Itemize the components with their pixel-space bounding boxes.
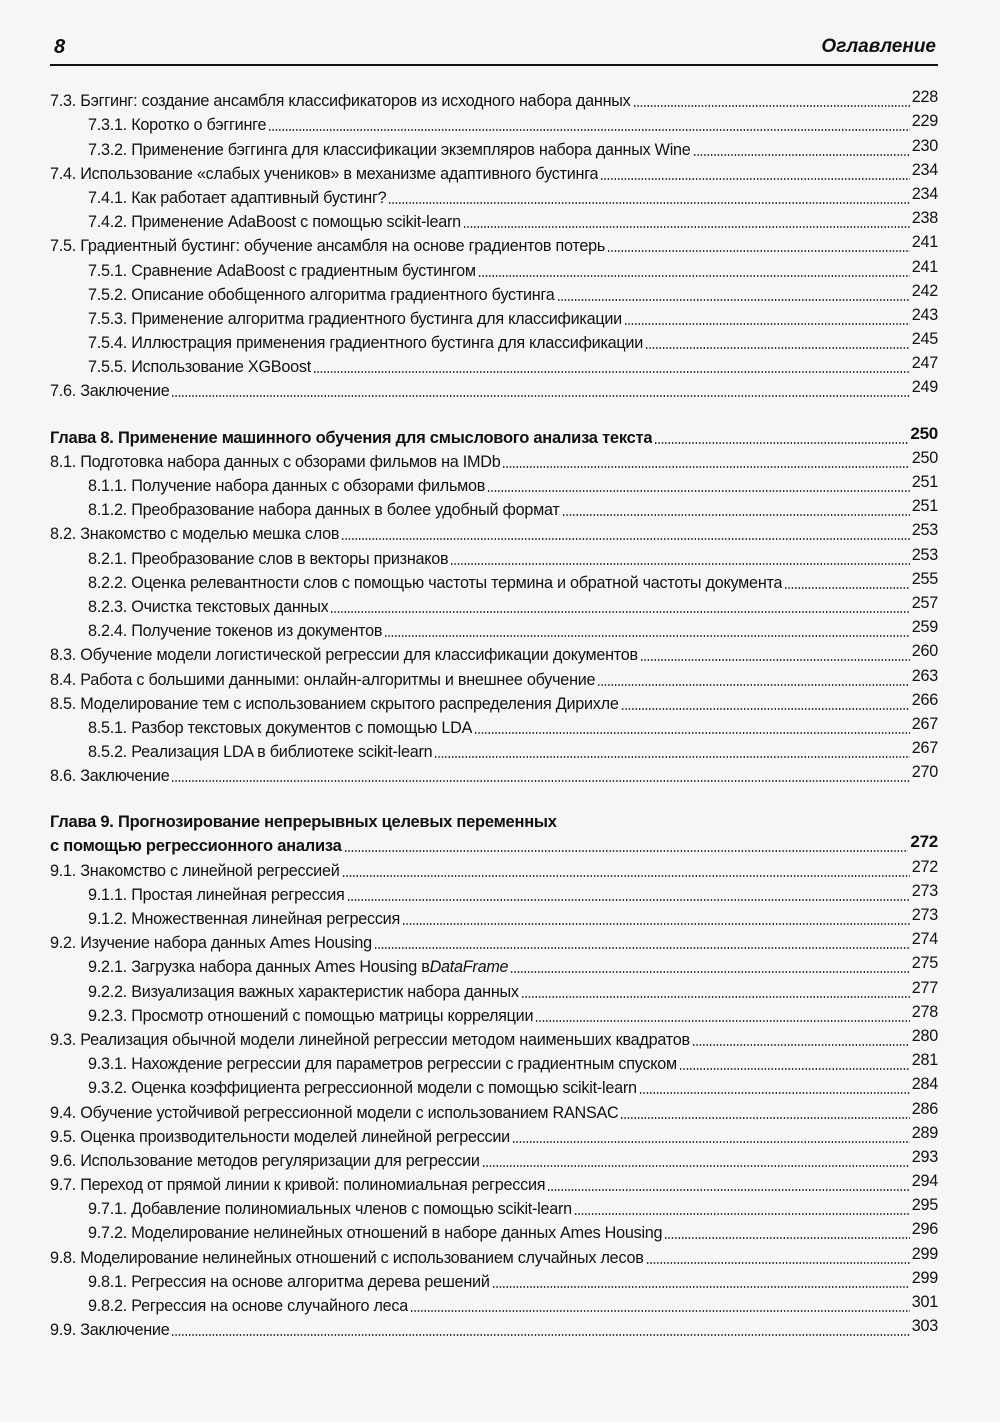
toc-entry-label: 7.5.4. Иллюстрация применения градиентного бустинга для классификации: [88, 334, 643, 353]
toc-entry-label: 7.3.2. Применение бэггинга для классификации экземпляров набора данных Wine: [88, 140, 691, 159]
toc-entry-label: 9.8. Моделирование нелинейных отношений с использованием случайных лесов: [50, 1248, 644, 1267]
dot-leader: [624, 323, 910, 325]
toc-entry-label: 8.2.2. Оценка релевантности слов с помощью частоты термина и обратной частоты документа: [88, 573, 783, 592]
toc-entry-label: 9.7.2. Моделирование нелинейных отношений в наборе данных Ames Housing: [88, 1224, 663, 1243]
dot-leader: [474, 732, 910, 734]
toc-page-number: 241: [911, 257, 938, 276]
toc-entry-label: 7.4.1. Как работает адаптивный бустинг?: [88, 188, 387, 207]
toc-page-number: 296: [911, 1220, 938, 1239]
toc-section-entry[interactable]: [50, 231, 938, 255]
toc-subsection-entry[interactable]: [50, 713, 938, 737]
toc-subsection-entry[interactable]: [50, 471, 938, 495]
toc-entry-label: 9.8.1. Регрессия на основе алгоритма дерева решений: [88, 1272, 490, 1291]
dot-leader: [521, 996, 910, 998]
toc-subsection-entry[interactable]: [50, 495, 938, 519]
dot-leader: [478, 275, 910, 277]
toc-entry-label: 8.1. Подготовка набора данных с обзорами фильмов на IMDb: [50, 452, 501, 471]
toc-section-entry[interactable]: [50, 447, 938, 471]
toc-entry-label: 9.4. Обучение устойчивой регрессионной модели с использованием RANSAC: [50, 1103, 619, 1122]
dot-leader: [502, 466, 909, 468]
toc-subsection-entry[interactable]: [50, 1049, 938, 1073]
toc-page-number: 234: [911, 160, 938, 179]
toc-entry-label: 9.7. Переход от прямой линии к кривой: полиномиальная регрессия: [50, 1176, 546, 1195]
toc-entry-label: 7.4.2. Применение AdaBoost с помощью scikit-learn: [88, 213, 461, 232]
dot-leader: [313, 371, 910, 373]
dot-leader: [171, 1334, 909, 1336]
dot-leader: [171, 395, 909, 397]
toc-subsection-entry[interactable]: [50, 1194, 938, 1218]
dot-leader: [492, 1286, 910, 1288]
dot-leader: [450, 563, 909, 565]
dot-leader: [268, 129, 910, 131]
toc-section-entry[interactable]: [50, 86, 938, 110]
toc-page-number: 293: [911, 1147, 938, 1166]
toc-entry-label: 9.3.2. Оценка коэффициента регрессионной модели с помощью scikit-learn: [88, 1079, 637, 1098]
dot-leader: [640, 659, 910, 661]
page-number: 8: [54, 36, 66, 58]
dot-leader: [535, 1020, 909, 1022]
toc-page-number: 247: [911, 354, 938, 373]
dot-leader: [341, 538, 910, 540]
toc-page-number: 257: [911, 593, 938, 612]
toc-subsection-entry[interactable]: [50, 280, 938, 304]
dot-leader: [645, 347, 910, 349]
toc-page-number: 230: [911, 136, 938, 155]
toc-subsection-entry[interactable]: [50, 352, 938, 376]
toc-entry-label: 7.5. Градиентный бустинг: обучение ансамбля на основе градиентов потерь: [50, 237, 606, 256]
toc-page-number: 270: [911, 763, 938, 782]
toc-page-number: 275: [911, 954, 938, 973]
toc-section-entry[interactable]: [50, 761, 938, 785]
toc-page-number: 245: [911, 330, 938, 349]
toc-page-number: 286: [911, 1099, 938, 1118]
toc-section-entry[interactable]: [50, 1097, 938, 1121]
toc-entry-label: 8.2.4. Получение токенов из документов: [88, 622, 383, 641]
table-of-contents: [50, 86, 938, 1339]
toc-page-number: 295: [911, 1196, 938, 1215]
toc-entry-label: 8.1.2. Преобразование набора данных в более удобный формат: [88, 501, 560, 520]
toc-entry-label: 9.1.2. Множественная линейная регрессия: [88, 910, 400, 928]
toc-section-entry[interactable]: [50, 689, 938, 713]
toc-section-entry[interactable]: [50, 1170, 938, 1194]
toc-page-number: 250: [910, 423, 938, 443]
dot-leader: [664, 1237, 909, 1239]
toc-subsection-entry[interactable]: [50, 737, 938, 761]
toc-section-entry[interactable]: [50, 640, 938, 664]
toc-entry-label: 9.9. Заключение: [50, 1321, 170, 1340]
toc-page-number: 289: [911, 1123, 938, 1142]
toc-subsection-entry[interactable]: [50, 183, 938, 207]
toc-entry-label: 8.2.1. Преобразование слов в векторы признаков: [88, 549, 449, 568]
dot-leader: [434, 756, 909, 758]
dot-leader: [463, 226, 910, 228]
toc-entry-label: 9.7.1. Добавление полиномиальных членов с помощью scikit-learn: [88, 1200, 572, 1219]
dot-leader: [574, 1213, 910, 1215]
toc-subsection-entry[interactable]: [50, 304, 938, 328]
toc-page-number: 242: [911, 281, 938, 300]
toc-entry-label: 7.5.2. Описание обобщенного алгоритма градиентного бустинга: [88, 285, 555, 304]
toc-page-number: 272: [911, 857, 938, 876]
toc-entry-label-italic: DataFrame: [429, 958, 509, 977]
toc-entry-label: 9.3. Реализация обычной модели линейной регрессии методом наименьших квадратов: [50, 1030, 690, 1049]
toc-page-number: 272: [910, 832, 938, 852]
toc-page-number: 249: [911, 378, 938, 397]
toc-page-number: 303: [911, 1317, 938, 1336]
toc-entry-label: с помощью регрессионного анализа: [50, 837, 342, 856]
toc-page-number: 250: [911, 448, 938, 467]
toc-page-number: 278: [911, 1002, 938, 1021]
toc-subsection-entry[interactable]: [50, 1073, 938, 1097]
toc-page-number: 299: [911, 1244, 938, 1263]
dot-leader: [330, 611, 909, 613]
dot-leader: [547, 1189, 909, 1191]
toc-page-number: 253: [911, 545, 938, 564]
toc-subsection-entry[interactable]: [50, 1291, 938, 1315]
toc-page-number: 263: [911, 666, 938, 685]
toc-entry-label: 8.5.2. Реализация LDA в библиотеке scikit-learn: [88, 743, 433, 762]
toc-entry-label: 9.2.3. Просмотр отношений с помощью матрицы корреляции: [88, 1006, 534, 1025]
toc-subsection-entry[interactable]: [50, 904, 938, 928]
toc-subsection-entry[interactable]: [50, 568, 938, 592]
dot-leader: [693, 154, 910, 156]
dot-leader: [384, 635, 909, 637]
dot-leader: [388, 202, 909, 204]
page-header: [50, 34, 938, 66]
toc-subsection-entry[interactable]: [50, 976, 938, 1000]
toc-entry-label: 9.3.1. Нахождение регрессии для параметров регрессии с градиентным спуском: [88, 1055, 677, 1074]
toc-block-chapter9: [50, 831, 938, 1339]
toc-page-number: 284: [911, 1075, 938, 1094]
toc-entry-label: 8.5.1. Разбор текстовых документов с помощью LDA: [88, 718, 473, 737]
dot-leader: [487, 490, 910, 492]
dot-leader: [607, 250, 910, 252]
dot-leader: [679, 1068, 910, 1070]
toc-page-number: 229: [911, 112, 938, 131]
toc-page-number: 228: [911, 88, 938, 107]
toc-entry-label: 8.5. Моделирование тем с использованием скрытого распределения Дирихле: [50, 694, 619, 713]
toc-entry-label: 7.6. Заключение: [50, 382, 170, 401]
chapter-9-title-line: Глава 9. Прогнозирование непрерывных целевых переменных: [50, 813, 557, 832]
toc-subsection-entry[interactable]: [50, 134, 938, 158]
toc-entry-label: 8.1.1. Получение набора данных с обзорами фильмов: [88, 477, 486, 495]
toc-page-number: 266: [911, 690, 938, 709]
dot-leader: [402, 923, 910, 925]
toc-subsection-entry[interactable]: [50, 592, 938, 616]
toc-entry-label: 7.5.5. Использование XGBoost: [88, 358, 311, 377]
toc-page-number: 273: [911, 906, 938, 924]
toc-page-number: 267: [911, 739, 938, 758]
dot-leader: [621, 708, 910, 710]
dot-leader: [654, 442, 908, 444]
toc-page-number: 255: [911, 569, 938, 588]
toc-chapter-entry[interactable]: [50, 422, 938, 446]
toc-page-number: 267: [911, 714, 938, 733]
toc-chapter-entry[interactable]: [50, 831, 938, 855]
toc-subsection-entry[interactable]: [50, 1218, 938, 1242]
toc-subsection-entry[interactable]: [50, 1267, 938, 1291]
toc-section-entry[interactable]: [50, 1315, 938, 1339]
toc-subsection-entry[interactable]: [50, 880, 938, 904]
dot-leader: [342, 875, 910, 877]
toc-page-number: 259: [911, 618, 938, 637]
dot-leader: [557, 299, 910, 301]
toc-entry-label: 7.5.1. Сравнение AdaBoost с градиентным бустингом: [88, 261, 476, 280]
toc-entry-label: 7.5.3. Применение алгоритма градиентного бустинга для классификации: [88, 309, 622, 328]
running-title: Оглавление: [821, 36, 936, 57]
toc-page-number: 238: [911, 209, 938, 228]
dot-leader: [784, 587, 909, 589]
dot-leader: [600, 178, 909, 180]
toc-subsection-entry[interactable]: [50, 328, 938, 352]
dot-leader: [639, 1092, 910, 1094]
toc-page-number: 281: [911, 1051, 938, 1070]
toc-page-number: 234: [911, 184, 938, 203]
toc-subsection-entry[interactable]: [50, 255, 938, 279]
dot-leader: [482, 1165, 910, 1167]
toc-entry-label: 7.3.1. Коротко о бэггинге: [88, 116, 267, 135]
toc-subsection-entry[interactable]: [50, 616, 938, 640]
toc-entry-label: 8.2. Знакомство с моделью мешка слов: [50, 525, 340, 544]
toc-section-entry[interactable]: [50, 519, 938, 543]
toc-page-number: 260: [911, 642, 938, 661]
toc-entry-label: 9.2.2. Визуализация важных характеристик набора данных: [88, 982, 519, 1001]
dot-leader: [344, 850, 909, 852]
toc-subsection-entry[interactable]: [50, 207, 938, 231]
dot-leader: [562, 514, 910, 516]
toc-entry-label: 7.3. Бэггинг: создание ансамбля классификаторов из исходного набора данных: [50, 92, 631, 111]
toc-page-number: 251: [911, 497, 938, 516]
toc-section-entry[interactable]: [50, 1122, 938, 1146]
toc-section-entry[interactable]: [50, 159, 938, 183]
toc-entry-label: 9.8.2. Регрессия на основе случайного леса: [88, 1297, 409, 1315]
dot-leader: [410, 1310, 910, 1312]
toc-entry-label: 7.4. Использование «слабых учеников» в механизме адаптивного бустинга: [50, 164, 599, 183]
toc-entry-label: 9.2. Изучение набора данных Ames Housing: [50, 934, 372, 953]
toc-entry-label: Глава 8. Применение машинного обучения для смыслового анализа текста: [50, 428, 653, 447]
dot-leader: [692, 1044, 910, 1046]
toc-entry-label: 9.1.1. Простая линейная регрессия: [88, 885, 345, 904]
toc-page-number: 280: [911, 1026, 938, 1045]
toc-section-entry[interactable]: [50, 1146, 938, 1170]
dot-leader: [510, 971, 909, 973]
toc-block-chapter7: [50, 86, 938, 400]
toc-entry-label: 8.2.3. Очистка текстовых данных: [88, 597, 329, 616]
toc-page-number: 251: [911, 473, 938, 491]
dot-leader: [597, 684, 909, 686]
toc-subsection-entry[interactable]: [50, 110, 938, 134]
toc-page-number: 301: [911, 1293, 938, 1311]
toc-subsection-entry[interactable]: [50, 543, 938, 567]
dot-leader: [646, 1262, 910, 1264]
dot-leader: [347, 899, 910, 901]
toc-page-number: 243: [911, 305, 938, 324]
toc-entry-label: 9.1. Знакомство с линейной регрессией: [50, 861, 340, 880]
dot-leader: [633, 105, 910, 107]
toc-page-number: 273: [911, 881, 938, 900]
toc-section-entry[interactable]: [50, 928, 938, 952]
toc-page-number: 299: [911, 1268, 938, 1287]
toc-subsection-entry[interactable]: [50, 952, 938, 976]
toc-entry-label: 8.4. Работа с большими данными: онлайн-алгоритмы и внешнее обучение: [50, 670, 596, 689]
toc-subsection-entry[interactable]: [50, 1001, 938, 1025]
toc-block-chapter8: [50, 422, 938, 785]
dot-leader: [512, 1141, 910, 1143]
toc-entry-label: 8.3. Обучение модели логистической регрессии для классификации документов: [50, 646, 638, 665]
toc-section-entry[interactable]: [50, 376, 938, 400]
toc-section-entry[interactable]: [50, 664, 938, 688]
toc-page-number: 294: [911, 1172, 938, 1191]
dot-leader: [374, 947, 910, 949]
toc-entry-label: 9.2.1. Загрузка набора данных Ames Housing в: [88, 958, 430, 977]
toc-section-entry[interactable]: [50, 1242, 938, 1266]
toc-page-number: 277: [911, 978, 938, 997]
toc-page-number: 274: [911, 930, 938, 949]
dot-leader: [171, 780, 909, 782]
toc-entry-label: 9.5. Оценка производительности моделей линейной регрессии: [50, 1127, 510, 1146]
toc-page-number: 253: [911, 521, 938, 540]
toc-section-entry[interactable]: [50, 1025, 938, 1049]
toc-page-number: 241: [911, 233, 938, 252]
toc-entry-label: 8.6. Заключение: [50, 767, 170, 786]
toc-entry-label: 9.6. Использование методов регуляризации для регрессии: [50, 1151, 480, 1170]
toc-section-entry[interactable]: [50, 855, 938, 879]
dot-leader: [620, 1117, 909, 1119]
